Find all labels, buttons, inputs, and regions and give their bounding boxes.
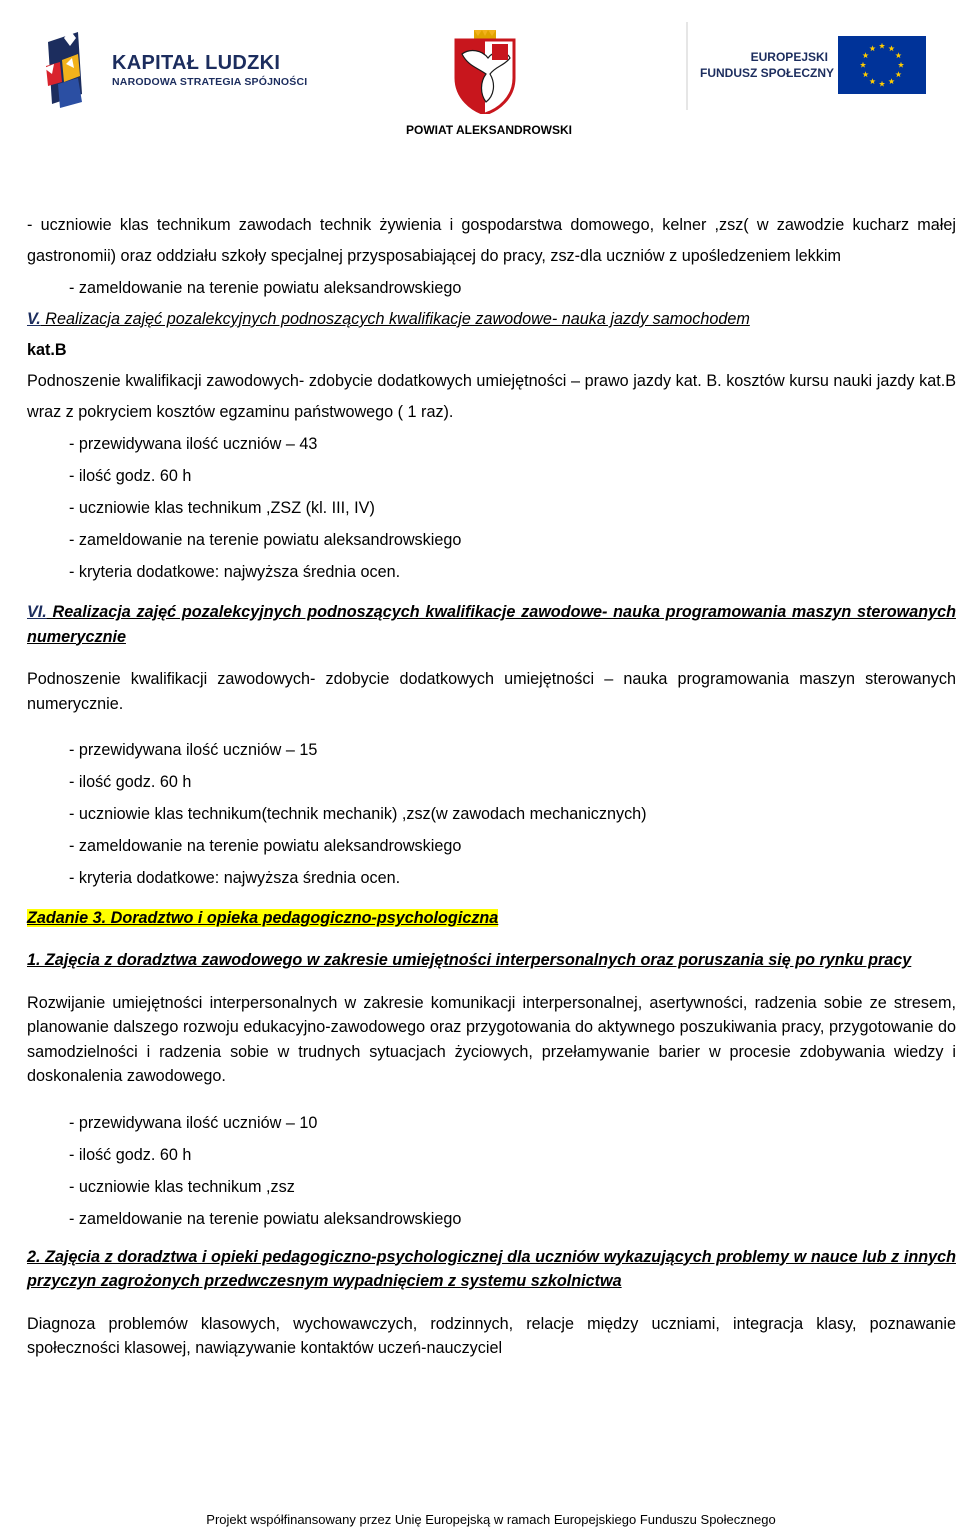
list-item: - kryteria dodatkowe: najwyższa średnia ocen. (69, 563, 401, 581)
task-3-subsection-1-title: 1. Zajęcia z doradztwa zawodowego w zakresie umiejętności interpersonalnych oraz poruszania się po rynku pracy (27, 951, 912, 969)
list-item: - przewidywana ilość uczniów – 15 (69, 741, 318, 759)
kapital-ludzki-logo (38, 24, 318, 114)
task-3-subsection-2-title: 2. Zajęcia z doradztwa i opieki pedagogiczno-psychologicznej dla uczniów wykazujących problemy w nauce lub z innych przyczyn zagrożonych przedwczesnym wypadnięciem z systemu szkolnictwa (27, 1247, 956, 1290)
powiat-label: POWIAT ALEKSANDROWSKI (406, 123, 572, 137)
list-item: - przewidywana ilość uczniów – 10 (69, 1113, 318, 1132)
page-footer: Projekt współfinansowany przez Unię Europejską w ramach Europejskiego Funduszu Społecznego (206, 1512, 776, 1527)
task-3-subsection-2-body: Diagnoza problemów klasowych, wychowawczych, rodzinnych, relacje między uczniami, integracja klasy, poznawanie społeczności klasowej, nawiązywanie kontaktów uczeń-nauczyciel (27, 1314, 956, 1357)
section-5-heading (27, 304, 956, 335)
task-3-heading (27, 906, 956, 930)
list-item: - zameldowanie na terenie powiatu aleksandrowskiego (69, 1209, 462, 1228)
list-item: - ilość godz. 60 h (69, 1145, 192, 1164)
section-5-title: Realizacja zajęć pozalekcyjnych podnoszących kwalifikacje zawodowe- nauka jazdy samochodem (40, 310, 750, 328)
section-5-title-tail: kat.B (27, 341, 67, 359)
list-item: - ilość godz. 60 h (69, 467, 192, 485)
kapital-ludzki-title: KAPITAŁ LUDZKI (112, 52, 281, 74)
list-item: - przewidywana ilość uczniów – 43 (69, 435, 318, 453)
list-item: - kryteria dodatkowe: najwyższa średnia ocen. (69, 869, 401, 887)
list-item: - zameldowanie na terenie powiatu aleksandrowskiego (69, 531, 462, 549)
header-divider (686, 22, 688, 110)
prev-section-text: - uczniowie klas technikum zawodach technik żywienia i gospodarstwa domowego, kelner ,zsz( w zawodzie kucharz małej gastronomii) oraz oddziału szkoły specjalnej przysposabiającej do pracy, zsz-dla uczniów z upośledzeniem lekkim (27, 216, 956, 265)
section-6-label: VI. (27, 603, 47, 621)
kapital-ludzki-emblem-icon (38, 24, 118, 114)
eu-flag-icon (838, 36, 926, 94)
efs-title-line2: FUNDUSZ SPOŁECZNY (700, 66, 835, 80)
kapital-ludzki-subtitle: NARODOWA STRATEGIA SPÓJNOŚCI (112, 76, 308, 88)
section-6-heading (27, 600, 956, 649)
task-3-title: Zadanie 3. Doradztwo i opieka pedagogiczno-psychologiczna (27, 909, 499, 927)
section-5-label: V. (27, 310, 41, 328)
list-item: - uczniowie klas technikum(technik mechanik) ,zsz(w zawodach mechanicznych) (69, 805, 647, 823)
list-item: - ilość godz. 60 h (69, 773, 192, 791)
list-item: - uczniowie klas technikum ,zsz (69, 1177, 295, 1196)
coat-of-arms-icon (452, 30, 518, 114)
list-item: - uczniowie klas technikum ,ZSZ (kl. III, IV) (69, 499, 375, 517)
prev-section-item: - zameldowanie na terenie powiatu aleksandrowskiego (69, 279, 462, 297)
efs-title-line1: EUROPEJSKI (750, 50, 828, 64)
document-body (27, 210, 956, 1361)
section-6-body: Podnoszenie kwalifikacji zawodowych- zdobycie dodatkowych umiejętności – nauka programowania maszyn sterowanych numerycznie. (27, 670, 956, 713)
section-5-body: Podnoszenie kwalifikacji zawodowych- zdobycie dodatkowych umiejętności – prawo jazdy kat. B. kosztów kursu nauki jazdy kat.B wraz z pokryciem kosztów egzaminu państwowego ( 1 raz). (27, 372, 956, 421)
section-6-title: Realizacja zajęć pozalekcyjnych podnoszących kwalifikacje zawodowe- nauka programowania maszyn sterowanych numerycznie (27, 603, 956, 646)
task-3-subsection-1-body: Rozwijanie umiejętności interpersonalnych w zakresie komunikacji interpersonalnej, asertywności, radzenia sobie ze stresem, planowanie dalszego rozwoju edukacyjno-zawodowego oraz przygotowania do aktywnego poszukiwania pracy, przygotowanie do samodzielności i radzenia sobie w trudnych sytuacjach życiowych, przełamywanie barier w procesie zdobywania wiedzy i doskonalenia zawodowego. (27, 993, 956, 1085)
list-item: - zameldowanie na terenie powiatu aleksandrowskiego (69, 837, 462, 855)
page-header (0, 0, 960, 150)
